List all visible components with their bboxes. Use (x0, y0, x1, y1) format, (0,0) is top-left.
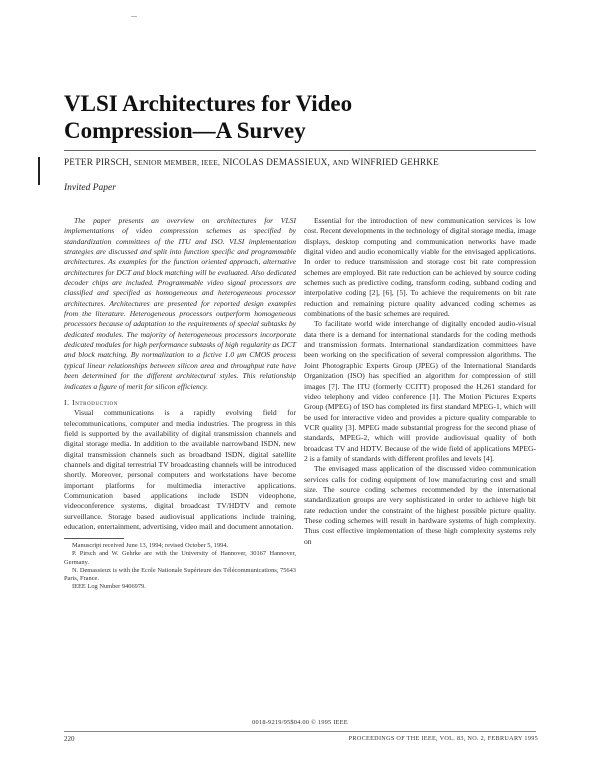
page-number: 220 (64, 735, 75, 743)
journal-footer: PROCEEDINGS OF THE IEEE, VOL. 83, NO. 2, FEBRUARY 1995 (348, 735, 538, 742)
author-2: NICOLAS DEMASSIEUX, (222, 157, 330, 167)
section-heading-introduction: I. Introduction (64, 397, 118, 407)
footnote-rule (64, 538, 124, 539)
footnote: Manuscript received June 13, 1994; revised October 5, 1994. (72, 542, 228, 550)
title-line-1: VLSI Architectures for Video (64, 91, 353, 116)
author-line (64, 157, 544, 168)
body-paragraph: The envisaged mass application of the discussed video communication services calls for coding equipment of low manufacturing cost and small size. The source coding schemes recommended by the international standardization groups are very sophisticated in order to achieve high bit rate reduction under the constraint of the highest possible picture quality. These coding schemes will result in hardware systems of high complexity. Thus cost effective implementation of these high complexity systems rely on (304, 464, 536, 546)
author-3: WINFRIED GEHRKE (351, 157, 439, 167)
footer-rule (64, 731, 536, 732)
margin-bar (38, 157, 40, 185)
body-paragraph: To facilitate world wide interchange of digitally encoded audio-visual data there is a demand for international standards for the coding methods and transmission formats. International standardization committees have been working on the specification of several compression algorithms. The Joint Photographic Experts Group (JPEG) of the International Standards Organization (ISO) has specified an algorithm for compression of still images [7]. The ITU (formerly CCITT) proposed the H.261 standard for video telephony and video conference [1]. The Motion Pictures Experts Group (MPEG) of ISO has completed its first standard MPEG-1, which will be used for interactive video and provides a picture quality comparable to VCR quality [3]. MPEG made substantial progress for the second phase of standards, MPEG-2, which will provide audiovisual quality of both broadcast TV and HDTV. Because of the wide field of applications MPEG-2 is a family of standards with different profiles and levels [4]. (304, 319, 536, 463)
author-1-role: SENIOR MEMBER, IEEE, (133, 158, 221, 167)
footnote: P. Pirsch and W. Gehrke are with the University of Hannover, 30167 Hannover, Germany. (64, 550, 296, 566)
footnote: N. Demassieux is with the Ecole Nationale Supérieure des Télécommunications, 75643 Paris, France. (64, 566, 296, 582)
abstract: The paper presents an overview on architectures for VLSI implementations of video compression schemes as specified by standardization committees of the ITU and ISO. VLSI implementation strategies are discussed and split into function specific and programmable architectures. As examples for the function oriented approach, alternative architectures for DCT and block matching will be evaluated. Also dedicated decoder chips are included. Programmable video signal processors are classified and specified as homogeneous and heterogeneous processor architectures. Architectures are presented for reported design examples from the literature. Heterogeneous processors outperform homogeneous processors because of adaptation to the requirements of special subtasks by dedicated modules. The majority of heterogeneous processors incorporate dedicated modules for high performance subtasks of high regularity as DCT and block matching. By normalization to a fictive 1.0 μm CMOS process typical linear relationships between silicon area and throughput rate have been determined for the different architectural styles. This relationship indicates a figure of merit for silicon efficiency. (64, 216, 296, 391)
author-1: PETER PIRSCH, (64, 157, 132, 167)
right-column (304, 216, 536, 547)
paper-title (64, 90, 534, 144)
title-rule (64, 150, 536, 151)
paper-type: Invited Paper (64, 183, 116, 193)
author-conjunction: AND (332, 158, 350, 167)
body-paragraph: Essential for the introduction of new communication services is low cost. Recent developments in the technology of digital storage media, image displays, desktop computing and communication networks have made digital video and audio economically viable for the envisaged applications. In order to reduce transmission and storage cost bit rate compression schemes are employed. Bit rate reduction can be achieved by source coding schemes such as predictive coding, transform coding, subband coding and interpolative coding [2], [6], [5]. To achieve the requirements on bit rate reduction and remaining picture quality advanced coding schemes as combinations of the basic schemes are required. (304, 216, 536, 319)
left-column (64, 216, 296, 591)
footnote: IEEE Log Number 9406979. (72, 582, 146, 590)
copyright-line: 0018-9219/95$04.00 © 1995 IEEE (252, 719, 348, 726)
title-line-2: Compression—A Survey (64, 118, 306, 143)
intro-paragraph: Visual communications is a rapidly evolving field for telecommunications, computer and media industries. The progress in this field is supported by the availability of digital transmission channels and digital storage media. In addition to the available narrowband ISDN, new digital transmission channels such as broadband ISDN, digital satellite channels and digital terrestrial TV broadcasting channels will be introduced shortly. Moreover, personal computers and workstations have become important platforms for multimedia interactive applications. Communication based applications include ISDN videophone, videoconference systems, digital broadcast TV/HDTV and remote surveillance. Storage based audiovisual applications include training, education, entertainment, advertising, video mail and document annotation. (64, 408, 296, 531)
footnotes (64, 538, 296, 591)
corner-mark: ... (131, 10, 137, 19)
